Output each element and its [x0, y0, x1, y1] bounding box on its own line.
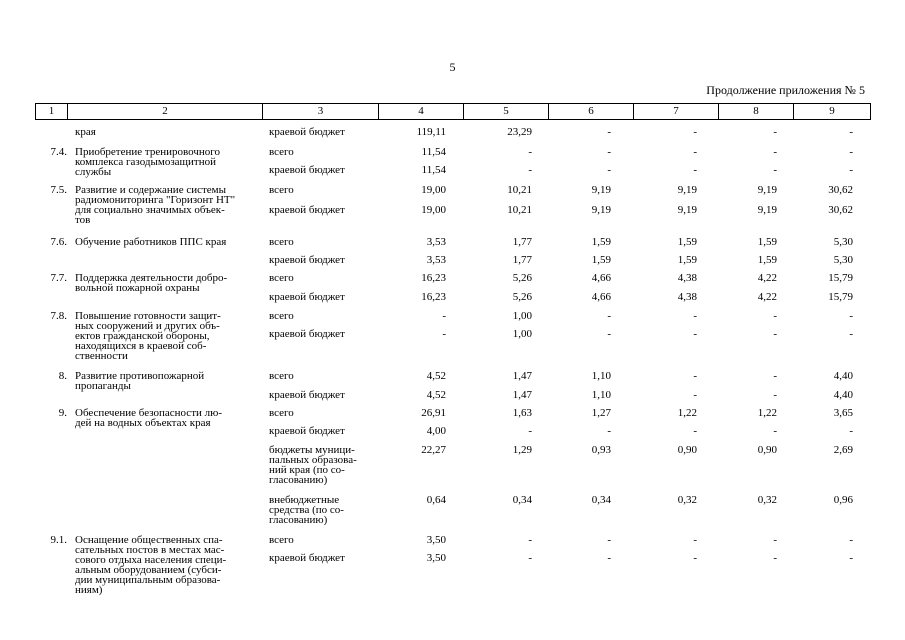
row-name-line: находящихся в краевой соб- [75, 340, 207, 352]
row-value: 1,00 [512, 310, 532, 322]
row-value: - [773, 328, 777, 340]
column-header: 2 [68, 104, 263, 120]
row-value: 0,34 [512, 494, 532, 506]
row-value: 1,59 [757, 236, 777, 248]
row-value: 9,19 [757, 204, 777, 216]
row-name-line: Развитие противопожарной [75, 370, 205, 382]
row-value: - [849, 328, 853, 340]
row-code: 7.8. [50, 310, 67, 322]
row-funding-source: краевой бюджет [269, 425, 345, 437]
row-value: 9,19 [677, 184, 697, 196]
row-name-line: Обучение работников ППС края [75, 236, 227, 248]
row-value: 10,21 [507, 204, 532, 216]
row-value: - [773, 126, 777, 138]
row-value: - [528, 146, 532, 158]
row-value: - [607, 310, 611, 322]
row-name-line: ных сооружений и других объ- [75, 320, 220, 332]
row-value: 1,59 [677, 254, 697, 266]
row-name-line: тов [75, 214, 91, 226]
row-value: 4,00 [426, 425, 446, 437]
row-value: - [773, 425, 777, 437]
row-value: 1,77 [512, 236, 532, 248]
row-value: 3,50 [426, 552, 446, 564]
row-funding-source: средства (по со- [269, 504, 344, 516]
row-value: 4,52 [426, 389, 446, 401]
row-value: 4,38 [677, 291, 697, 303]
row-value: - [607, 146, 611, 158]
row-value: - [607, 328, 611, 340]
row-value: 3,65 [833, 407, 853, 419]
row-code: 9.1. [50, 534, 67, 546]
row-funding-source: краевой бюджет [269, 204, 345, 216]
row-value: - [773, 552, 777, 564]
row-code: 7.7. [50, 272, 67, 284]
row-value: 4,40 [833, 370, 853, 382]
row-value: - [773, 146, 777, 158]
row-name-line: Обеспечение безопасности лю- [75, 407, 223, 419]
row-value: 9,19 [591, 184, 611, 196]
row-value: - [607, 534, 611, 546]
row-value: - [442, 310, 446, 322]
row-value: - [693, 146, 697, 158]
row-value: 19,00 [421, 184, 446, 196]
row-value: - [528, 534, 532, 546]
row-value: 16,23 [421, 272, 446, 284]
row-name-line: дей на водных объектах края [75, 417, 211, 429]
row-value: - [849, 425, 853, 437]
row-value: - [607, 425, 611, 437]
row-value: - [693, 534, 697, 546]
row-name-line: ниям) [75, 584, 103, 596]
row-name-line: радиомониторинга "Горизонт НТ" [75, 194, 236, 206]
row-name-line: Приобретение тренировочного [75, 146, 220, 158]
row-value: 1,77 [512, 254, 532, 266]
row-name-line: Развитие и содержание системы [75, 184, 227, 196]
row-funding-source: краевой бюджет [269, 291, 345, 303]
row-code: 7.5. [50, 184, 67, 196]
row-value: 9,19 [757, 184, 777, 196]
row-funding-source: краевой бюджет [269, 126, 345, 138]
row-value: 3,50 [426, 534, 446, 546]
row-funding-source: всего [269, 534, 294, 546]
row-name-line: службы [75, 166, 112, 178]
row-name-line: ектов гражданской обороны, [75, 330, 210, 342]
row-code: 9. [58, 407, 67, 419]
row-name-line: вольной пожарной охраны [75, 282, 200, 294]
row-value: 5,26 [512, 291, 532, 303]
row-value: - [528, 552, 532, 564]
row-value: 4,22 [757, 272, 777, 284]
row-value: 1,47 [512, 370, 532, 382]
row-value: - [693, 126, 697, 138]
row-name-line: сательных постов в местах мас- [75, 544, 225, 556]
row-value: - [693, 310, 697, 322]
row-value: - [773, 370, 777, 382]
row-value: 5,26 [512, 272, 532, 284]
row-funding-source: ний края (по со- [269, 464, 345, 476]
row-value: 0,64 [426, 494, 446, 506]
row-value: 3,53 [426, 236, 446, 248]
row-value: - [773, 534, 777, 546]
row-value: 16,23 [421, 291, 446, 303]
row-value: 1,47 [512, 389, 532, 401]
row-funding-source: краевой бюджет [269, 389, 345, 401]
column-header: 9 [794, 104, 871, 120]
row-value: 0,96 [833, 494, 853, 506]
row-value: 5,30 [833, 236, 853, 248]
row-code: 7.4. [50, 146, 67, 158]
row-funding-source: всего [269, 407, 294, 419]
row-value: - [693, 552, 697, 564]
row-funding-source: всего [269, 370, 294, 382]
row-name-line: дии муниципальным образова- [75, 574, 221, 586]
row-value: 11,54 [421, 164, 446, 176]
row-funding-source: всего [269, 236, 294, 248]
row-funding-source: краевой бюджет [269, 164, 345, 176]
row-value: 0,90 [757, 444, 777, 456]
column-header: 3 [263, 104, 379, 120]
row-funding-source: бюджеты муници- [269, 444, 355, 456]
row-name-line: Повышение готовности защит- [75, 310, 221, 322]
row-name-line: края [75, 126, 96, 138]
column-header: 7 [634, 104, 719, 120]
row-value: - [849, 126, 853, 138]
row-funding-source: краевой бюджет [269, 254, 345, 266]
row-funding-source: краевой бюджет [269, 328, 345, 340]
row-value: - [773, 310, 777, 322]
row-value: 4,40 [833, 389, 853, 401]
row-value: 1,22 [757, 407, 777, 419]
row-value: - [849, 146, 853, 158]
page-number: 5 [449, 60, 456, 74]
row-value: - [693, 425, 697, 437]
row-value: 1,22 [677, 407, 697, 419]
row-value: 9,19 [677, 204, 697, 216]
row-value: - [773, 389, 777, 401]
row-value: 19,00 [421, 204, 446, 216]
row-funding-source: внебюджетные [269, 494, 340, 506]
row-value: 1,63 [512, 407, 532, 419]
row-value: 4,22 [757, 291, 777, 303]
row-value: 2,69 [833, 444, 853, 456]
row-name-line: пропаганды [75, 380, 131, 392]
row-value: 11,54 [421, 146, 446, 158]
row-code: 7.6. [50, 236, 67, 248]
row-value: 0,32 [677, 494, 697, 506]
row-name-line: ственности [75, 350, 128, 362]
continuation-title: Продолжение приложения № 5 [706, 83, 865, 97]
row-name-line: комплекса газодымозащитной [75, 156, 216, 168]
row-value: 15,79 [828, 291, 853, 303]
row-funding-source: всего [269, 146, 294, 158]
row-value: 22,27 [421, 444, 446, 456]
row-name-line: альным оборудованием (субси- [75, 564, 222, 576]
row-value: 4,52 [426, 370, 446, 382]
row-value: - [607, 126, 611, 138]
row-name-line: сового отдыха населения специ- [75, 554, 227, 566]
row-value: 1,29 [512, 444, 532, 456]
column-header: 8 [719, 104, 794, 120]
row-value: - [849, 310, 853, 322]
row-value: 30,62 [828, 204, 853, 216]
row-value: - [607, 164, 611, 176]
row-funding-source: гласованию) [269, 474, 328, 486]
row-value: - [773, 164, 777, 176]
row-funding-source: гласованию) [269, 514, 328, 526]
row-value: 3,53 [426, 254, 446, 266]
row-value: 1,10 [591, 370, 611, 382]
row-value: 1,10 [591, 389, 611, 401]
row-value: 4,38 [677, 272, 697, 284]
row-value: 119,11 [416, 126, 446, 138]
row-value: 1,27 [591, 407, 611, 419]
row-value: - [528, 425, 532, 437]
row-value: 0,32 [757, 494, 777, 506]
row-value: 1,59 [677, 236, 697, 248]
row-name-line: Поддержка деятельности добро- [75, 272, 228, 284]
row-value: 9,19 [591, 204, 611, 216]
row-value: 0,34 [591, 494, 611, 506]
row-value: - [849, 534, 853, 546]
row-value: 1,00 [512, 328, 532, 340]
column-header: 4 [379, 104, 464, 120]
row-value: - [693, 328, 697, 340]
row-value: 10,21 [507, 184, 532, 196]
row-funding-source: всего [269, 272, 294, 284]
row-value: - [693, 164, 697, 176]
row-value: - [693, 389, 697, 401]
row-value: 26,91 [421, 407, 446, 419]
row-value: - [849, 552, 853, 564]
row-name-line: для социально значимых объек- [75, 204, 225, 216]
row-funding-source: всего [269, 184, 294, 196]
column-header: 5 [464, 104, 549, 120]
row-value: - [849, 164, 853, 176]
row-value: 1,59 [757, 254, 777, 266]
row-value: 4,66 [591, 272, 611, 284]
column-header: 6 [549, 104, 634, 120]
row-value: - [528, 164, 532, 176]
row-value: 15,79 [828, 272, 853, 284]
row-code: 8. [58, 370, 67, 382]
row-value: 23,29 [507, 126, 532, 138]
row-value: - [607, 552, 611, 564]
row-value: 0,93 [591, 444, 611, 456]
row-value: 0,90 [677, 444, 697, 456]
row-value: 5,30 [833, 254, 853, 266]
column-header: 1 [36, 104, 68, 120]
row-funding-source: всего [269, 310, 294, 322]
row-value: 1,59 [591, 236, 611, 248]
row-name-line: Оснащение общественных спа- [75, 534, 223, 546]
row-value: - [693, 370, 697, 382]
row-funding-source: краевой бюджет [269, 552, 345, 564]
row-value: 1,59 [591, 254, 611, 266]
row-value: 4,66 [591, 291, 611, 303]
row-funding-source: пальных образова- [269, 454, 357, 466]
row-value: - [442, 328, 446, 340]
row-value: 30,62 [828, 184, 853, 196]
column-header-row [35, 103, 871, 120]
